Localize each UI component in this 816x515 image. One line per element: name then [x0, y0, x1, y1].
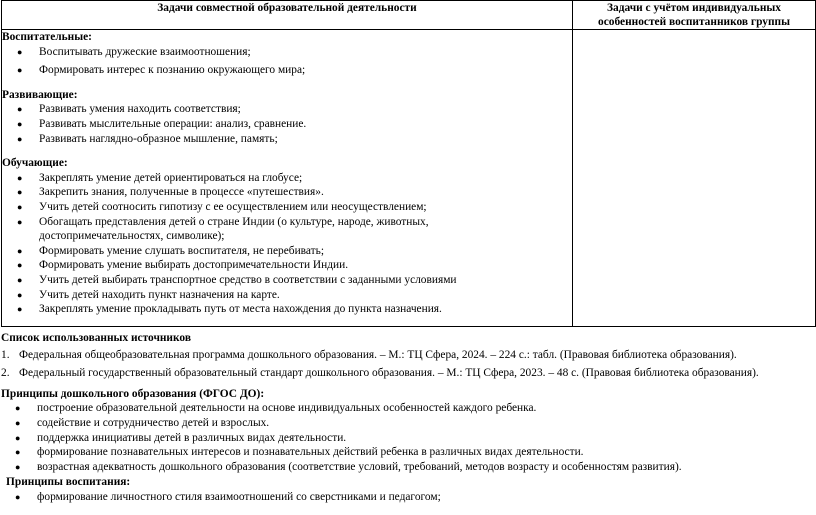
list-item: ● Учить детей соотносить гипотизу с ее осуществлением или неосуществлением; [17, 200, 427, 213]
bullet-icon: ● [17, 172, 23, 183]
bullet-icon: ● [15, 461, 21, 472]
list-item: ● Развивать умения находить соответствия; [17, 103, 241, 116]
source-item: 2. Федеральный государственный образовательный стандарт дошкольного образования. – М.: ТЦ Сфера, 2023. – 48 с. (Правовая библиотека образования). [1, 367, 759, 380]
sources-title: Список использованных источников [1, 332, 191, 344]
list-item: ● Закрепить знания, полученные в процессе «путешествия». [17, 186, 324, 199]
list-item: ● Обогащать представления детей о стране Индии (о культуре, народе, животных, достопримечательностях, символике); [17, 215, 429, 243]
bullet-icon: ● [15, 403, 21, 414]
header-left: Задачи совместной образовательной деятельности [2, 1, 573, 30]
individual-tasks-cell [573, 30, 816, 327]
bullet-icon: ● [15, 491, 21, 502]
bullet-icon: ● [17, 65, 23, 76]
bullet-icon: ● [17, 289, 23, 300]
bullet-icon: ● [17, 187, 23, 198]
list-item: ● поддержка инициативы детей в различных видах деятельности. [15, 431, 347, 444]
list-item: ● Закреплять умение детей ориентироваться на глобусе; [17, 171, 303, 184]
list-item: ● формирование познавательных интересов и познавательных действий ребенка в различных видах деятельности. [15, 446, 584, 459]
bullet-icon: ● [17, 201, 23, 212]
bullet-icon: ● [17, 104, 23, 115]
list-item: ● Формировать умение выбирать достопримечательности Индии. [17, 259, 349, 272]
list-item: ● Учить детей находить пункт назначения на карте. [17, 288, 280, 301]
list-item: ● Развивать наглядно-образное мышление, память; [17, 132, 278, 145]
after-table-section [1, 331, 815, 505]
bullet-icon: ● [17, 245, 23, 256]
source-item: 1. Федеральная общеобразовательная программа дошкольного образования. – М.: ТЦ Сфера, 2024. – 224 с.: табл. (Правовая библиотека образования). [1, 348, 737, 361]
principles-list [1, 401, 815, 474]
group-list-upbringing [2, 45, 572, 78]
bullet-icon: ● [17, 274, 23, 285]
bullet-icon: ● [17, 304, 23, 315]
list-item: ● построение образовательной деятельности на основе индивидуальных особенностей каждого ребенка. [15, 402, 537, 415]
list-item: ● Формировать умение слушать воспитателя, не перебивать; [17, 244, 324, 257]
upbringing-list [1, 490, 815, 505]
header-right: Задачи с учётом индивидуальных особенностей воспитанников группы [573, 1, 816, 30]
bullet-icon: ● [17, 133, 23, 144]
tasks-table [1, 0, 816, 327]
list-item: ● Закреплять умение прокладывать путь от места нахождения до пункта назначения. [17, 303, 442, 316]
bullet-icon: ● [15, 417, 21, 428]
list-item: ● Развивать мыслительные операции: анализ, сравнение. [17, 117, 307, 130]
bullet-icon: ● [17, 260, 23, 271]
tasks-cell [2, 30, 573, 327]
group-list-teaching [2, 171, 572, 317]
bullet-icon: ● [15, 447, 21, 458]
list-item: ● Учить детей выбирать транспортное средство в соответствии с заданными условиями [17, 273, 457, 286]
group-list-developing [2, 102, 572, 146]
principles-title: Принципы дошкольного образования (ФГОС ДО): [1, 387, 265, 400]
group-title-developing: Развивающие: [2, 88, 78, 101]
group-title-upbringing: Воспитательные: [2, 31, 92, 43]
bullet-icon: ● [17, 118, 23, 129]
sources-list [1, 348, 815, 381]
bullet-icon: ● [15, 432, 21, 443]
list-item: ● содействие и сотрудничество детей и взрослых. [15, 416, 270, 429]
list-item: ● возрастная адекватность дошкольного образования (соответствие условий, требований, методов возрасту и особенностям развития). [15, 460, 682, 473]
bullet-icon: ● [17, 216, 23, 227]
upbringing-title: Принципы воспитания: [6, 476, 131, 489]
list-item: ● Формировать интерес к познанию окружающего мира; [17, 64, 306, 77]
list-item: ● формирование личностного стиля взаимоотношений со сверстниками и педагогом; [15, 490, 441, 503]
group-title-teaching: Обучающие: [2, 157, 68, 170]
bullet-icon: ● [17, 46, 23, 57]
list-item: ● Воспитывать дружеские взаимоотношения; [17, 45, 251, 58]
